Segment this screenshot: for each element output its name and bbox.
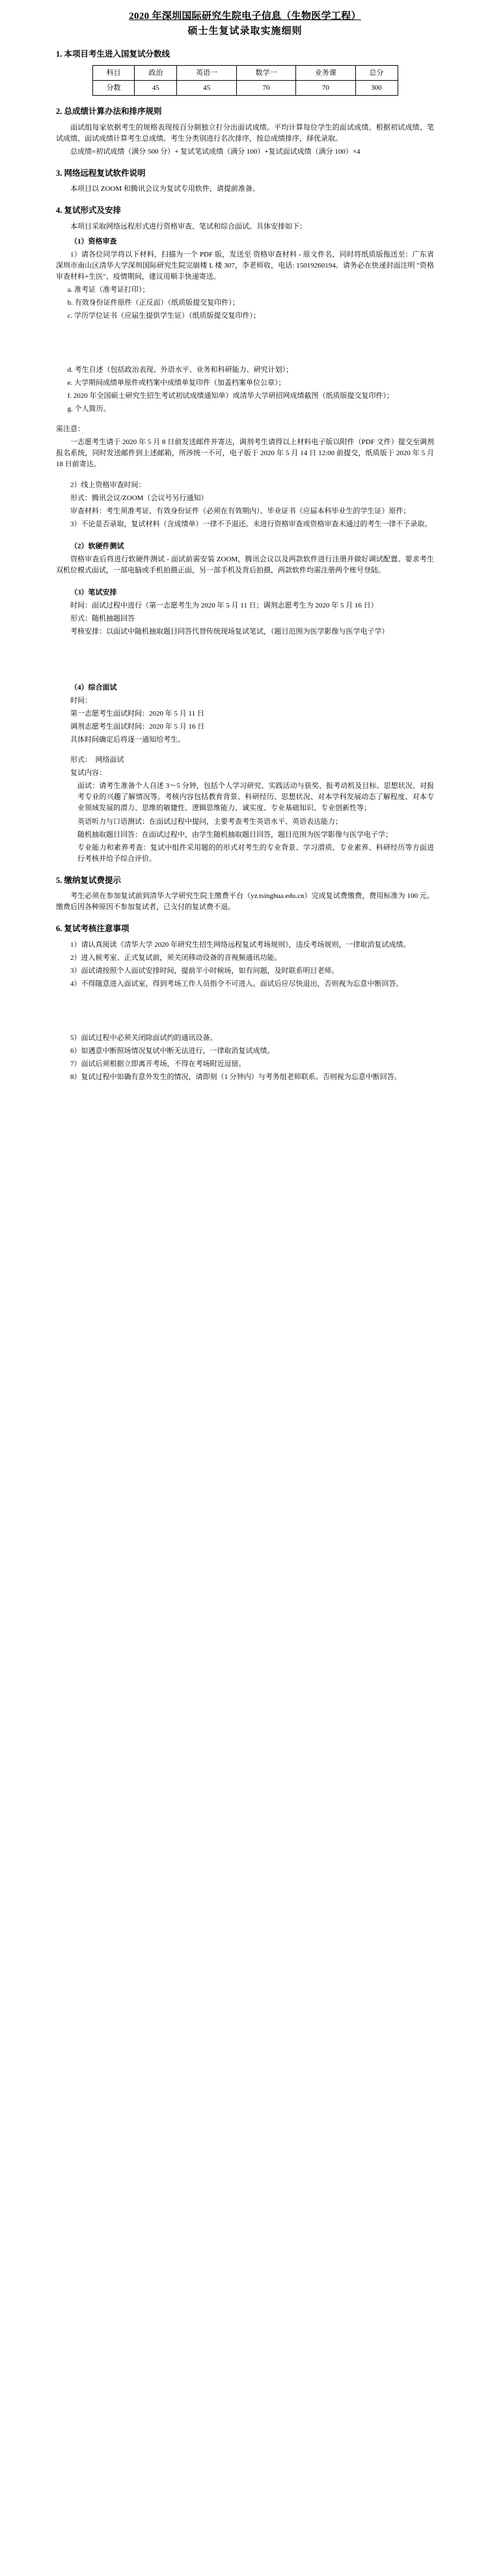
spacer xyxy=(56,417,434,422)
paragraph: 第一志愿考生面试时间：2020 年 5 月 11 日 xyxy=(70,710,204,718)
list-item: 专业能力和素养考查：复试中组件采用题的的形式对考生的专业背景、学习潜质、专业素养、科研经历等方面进行考核并给予综合评价。 xyxy=(77,843,434,863)
list-item: 5）面试过程中必须关闭除面试约的通讯设备。 xyxy=(70,1033,217,1042)
paragraph: e. 大学期间成绩单原件或档案中成绩单复印件（加盖档案单位公章）； xyxy=(67,379,286,387)
paragraph: 复试内容： xyxy=(70,769,106,777)
spacer xyxy=(56,532,434,537)
page-gap xyxy=(56,992,434,1031)
paragraph: d. 考生自述（包括政治表现、外语水平、业务和科研能力、研究计划）； xyxy=(67,366,293,374)
section-heading-4: 4. 复试形式及安排 xyxy=(56,206,122,216)
subsection-heading-comprehensive-interview: （4）综合面试 xyxy=(70,684,117,692)
paragraph: 形式： 网络面试 xyxy=(70,756,124,764)
paragraph: c. 学历学位证书（应届生提供学生证）（纸质版提交复印件）； xyxy=(67,312,260,320)
page-title xyxy=(56,9,434,38)
section-heading-5: 5. 缴纳复试费提示 xyxy=(56,875,122,885)
list-item: 8）复试过程中如确有意外发生的情况，请即刻（1 分钟内）与考务组老师联系。否则视为忘意中断回答。 xyxy=(70,1073,402,1082)
paragraph: f. 2020 年全国硕士研究生招生考试初试成绩通知单）或清华大学研招网成绩截图（纸质版提交复印件）； xyxy=(67,392,394,400)
paragraph: 形式：腾讯会议/ZOOM（会议号另行通知） xyxy=(70,494,208,502)
paragraph: 考核安排：以面试中随机抽取题目同答代替传统现场复试笔试，（题目范围为医学影像与医学电子学） xyxy=(70,628,389,636)
table-cell: 45 xyxy=(135,80,177,95)
table-header-row xyxy=(92,65,398,80)
list-item: 英语听力与口语测试：在面试过程中提问，主要考查考生英语水平、英语表达能力； xyxy=(77,817,342,826)
page-gap xyxy=(56,639,434,679)
document-page xyxy=(0,0,490,1104)
list-item: 1）请认真阅读《清华大学 2020 年研究生招生网络远程复试考场规则》，违反考场规则，一律取消复试成绩。 xyxy=(70,940,411,949)
table-header-cell: 英语一 xyxy=(177,65,236,80)
section-heading-1: 1. 本项目考生进入国复试分数线 xyxy=(56,49,170,59)
list-item: 2）进入候考室、正式复试前，须关闭移动设备的音视频通讯功能。 xyxy=(70,953,282,962)
list-item: 7）面试后须根据立即离开考场，不得在考场附近逗留。 xyxy=(70,1060,246,1069)
paragraph: 面试组每家依据考生的规格表现按百分制独立打分出面试成绩。平均计算每位学生的面试成绩、根据初试成绩、笔试成绩、面试成绩计算考生总成绩。考生分类别进行名次排序，按总成绩排序，择优录取。 xyxy=(56,123,434,143)
list-item: 6）如遇意中断照场情况复试中断无法进行，一律取消复试成绩。 xyxy=(70,1047,275,1056)
subsection-online-review-time: 2）线上资格审查时间： xyxy=(70,481,146,489)
paragraph: 3）不论是否录取，复试材料（含成绩单）一律不予退还。未进行资格审查或资格审查未通过的考生一律不予录取。 xyxy=(70,520,432,528)
table-cell: 45 xyxy=(177,80,236,95)
list-item: 3）面试请按照个人面试安排时间，提前半小时候场，如有问题，及时联系明目老师。 xyxy=(70,966,339,975)
table-cell: 70 xyxy=(296,80,355,95)
paragraph: 时间：面试过程中进行（第一志愿考生为 2020 年 5 月 11 日；调剂志愿考生为 2020 年 5 月 16 日） xyxy=(70,601,378,609)
subsection-heading-written-exam: （3）笔试安排 xyxy=(70,588,117,596)
page-gap xyxy=(56,324,434,363)
table-header-cell: 总分 xyxy=(355,65,398,80)
list-item: 面试：请考生准备个人自述 3～5 分钟，包括个人学习研究、实践活动与获奖、报考动机及目标、思想状况、对报考专业的兴趣了解情况等。考核内容包括教育背景、科研经历、思想状况、对本学科发展动态了解程度、对本专业领域发展的潜力、思维的敏捷性、逻辑思维能力、诚实度、专业基础知识、专业创新性等； xyxy=(77,782,434,813)
paragraph: 具体时间确定后将逐一通知给考生。 xyxy=(70,736,185,744)
paragraph: 调剂志愿考生面试时间：2020 年 5 月 16 日 xyxy=(70,723,205,731)
paragraph: 总成绩=初试成绩（满分 500 分）+ 复试笔试成绩（满分 100）+复试面试成绩（满分 100）×4 xyxy=(70,147,361,156)
list-item: 随机抽取题目回答：在面试过程中，由学生随机抽取题目回答，题目范围为医学影像与医学电子学； xyxy=(77,830,392,839)
spacer xyxy=(56,473,434,478)
section-heading-6: 6. 复试考核注意事项 xyxy=(56,924,129,934)
page-title-line2: 硕士生复试录取实施细则 xyxy=(187,25,303,36)
paragraph: 1）请各位同学将以下材料，扫描为一个 PDF 版，发送至 资格审查材料 - 原文件名，同时将纸质版拖送至：广东省深圳市南山区清华大学深圳国际研究生院完崩楼 L 楼 307，李老师收，电话: 15019260194。请务必在快递封面注明 "资格审查材料+生医"、疫情期间，建议用顺丰快递寄送。 xyxy=(56,250,434,281)
paragraph: 本项目以 ZOOM 和腾讯会议为复试专用软件，请提前准备。 xyxy=(70,185,260,193)
list-item: 4）不得随意进入面试室，得到考场工作人员指令不可进入。面试后应尽快退出，否则视为忘意中断回答。 xyxy=(70,979,403,988)
table-header-cell: 数学一 xyxy=(236,65,295,80)
table-cell: 300 xyxy=(355,80,398,95)
paragraph: 资格审查后将进行软硬件测试 - 面试前需安装 ZOOM，腾讯会议以及两款软件进行注册并做好调试配置。要求考生双机位模式面试，一部电脑或手机拍摄正面，另一部手机及背后拍摄，两款软件均需注册两个账号登陆。 xyxy=(56,555,434,574)
spacer xyxy=(56,578,434,583)
paragraph: 一志愿考生请于 2020 年 5 月 8 日前发送邮件并寄达，调剂考生请得以上材料电子版以附件（PDF 文件）提交至调剂报名系统，同时发送邮件到上述邮箱，所涉统一不可，电子版于 2020 年 5 月 14 日 12:00 前提交，纸质版于 2020 年 5 月 18 日前寄达。 xyxy=(56,438,434,469)
score-table xyxy=(92,65,398,96)
table-header-cell: 科目 xyxy=(92,65,135,80)
spacer xyxy=(56,748,434,753)
paragraph: b. 有效身份证件原件（正反面）（纸质版提交复印件）； xyxy=(67,299,239,307)
paragraph: 审查材料：考生须准考证、有效身份证件（必须在有效期内）、毕业证书（应届本科毕业生的学生证）原件； xyxy=(70,507,411,515)
table-cell: 70 xyxy=(236,80,295,95)
subsection-heading-resume-review: （1）资格审查 xyxy=(70,237,117,245)
subsection-heading-software-test: （2）软硬件测试 xyxy=(70,542,124,550)
paragraph: 时间： xyxy=(70,697,92,705)
section-heading-3: 3. 网络远程复试软件说明 xyxy=(56,168,146,178)
paragraph: 本项目采取网络远程形式进行资格审查、笔试和综合面试。具体安排如下： xyxy=(70,222,306,231)
paragraph: 形式：随机抽题回答 xyxy=(70,614,135,623)
table-cell: 分数 xyxy=(92,80,135,95)
paragraph: 考生必须在参加复试前到清华大学研究生院主缴费平台（yz.tsinghua.edu.cn）完成复试费缴费，费用标准为 100 元。缴费后因各种原因不参加复试者，已支付的复试费不退。 xyxy=(56,892,434,912)
section-heading-2: 2. 总成绩计算办法和排序规则 xyxy=(56,107,162,117)
paragraph: g. 个人简历。 xyxy=(67,405,111,413)
note-label: 需注意： xyxy=(56,425,85,434)
table-header-cell: 业务课 xyxy=(296,65,355,80)
page-title-line1: 2020 年深圳国际研究生院电子信息（生物医学工程） xyxy=(129,11,361,21)
paragraph: a. 准考证（准考证打印）； xyxy=(67,286,150,294)
table-header-cell: 政治 xyxy=(135,65,177,80)
table-row xyxy=(92,80,398,95)
